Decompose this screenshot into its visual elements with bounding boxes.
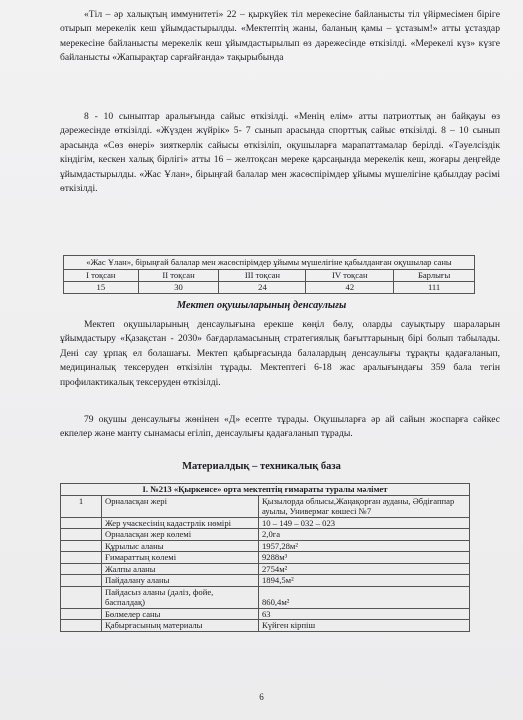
paragraph-events: 8 - 10 сыныптар аралығында сайыс өткізілді. «Менің елім» атты патриоттық ән байқауы өз дәрежесінде өткізілді. «Жүзден жүйрік» 5- 7 сынып арасында спорттық сайыс өткізілді. 8 – 10 сынып арасында «Сөз өнері» зияткерлік сайысы өткізіліп, оқушыларға марапаттамалар берілді. «Тәуелсіздік кіндігім, кескен халық бірлігі» атты 16 – желтоқсан мереке қарсаңында мерекелік кеш, жоғары деңгейде ұйымдастырылды. «Жас Ұлан», бірыңғай балалар мен жасөспірімдер ұйымы мүшелігіне қабылдау рәсімі өткізілді.: [60, 111, 500, 195]
row-label: Жер учаскесінің кадастрлік нөмірі: [102, 517, 259, 529]
table-cell: 42: [306, 282, 394, 294]
table-row: [61, 495, 470, 517]
table-header-cell: II тоқсан: [138, 270, 219, 282]
row-value: 9288м³: [259, 552, 470, 564]
row-value: 1957,28м²: [259, 540, 470, 552]
row-label: Жалпы аланы: [102, 563, 259, 575]
row-number: [61, 620, 102, 632]
row-label: Орналасқан жері: [102, 495, 259, 517]
row-value: 63: [259, 608, 470, 620]
table-header-cell: I тоқсан: [64, 270, 139, 282]
table-row: [61, 586, 470, 608]
row-number: [61, 563, 102, 575]
table-row: [61, 620, 470, 632]
row-value: 860,4м²: [259, 586, 470, 608]
zhas-ulan-members-table: [63, 255, 475, 294]
row-value: 2,0га: [259, 529, 470, 541]
table-row: [61, 575, 470, 587]
row-number: [61, 575, 102, 587]
row-number: 1: [61, 495, 102, 517]
table-cell: 111: [394, 282, 475, 294]
table-caption: «Жас Ұлан», бірыңғай балалар мен жасөспірімдер ұйымы мүшелігіне қабылданған оқушылар саны: [64, 256, 475, 270]
section-heading-materials: Материалдық – техникалық база: [182, 461, 341, 472]
row-number: [61, 517, 102, 529]
table-header-cell: IV тоқсан: [306, 270, 394, 282]
table-title: I. №213 «Қыркенсе» орта мектептің ғимараты туралы мәлімет: [61, 484, 470, 496]
row-label: Пайдасыз аланы (дәліз, фойе, баспалдақ): [102, 586, 259, 608]
section-heading-health: Мектеп оқушыларының денсаулығы: [176, 300, 347, 311]
table-row: [61, 517, 470, 529]
table-row: [61, 608, 470, 620]
row-value: Күйген кірпіш: [259, 620, 470, 632]
table-header-cell: Барлығы: [394, 270, 475, 282]
row-number: [61, 540, 102, 552]
row-value: 10 – 149 – 032 – 023: [259, 517, 470, 529]
paragraph-language-day: «Тіл – әр халықтың иммунитеті» 22 – қыркүйек тіл мерекесіне байланысты тіл үйірмесімен біріге отырып мерекелік кеш ұйымдастырылды. «Мектептің жаны, баланың қамы – ұстазым!» атты ұстаздар мерекесіне байланысты мерекелік кеш ұйымдастырылып өз дәрежесінде өткізілді. «Мерекелі күз» күзге байланысты «Жапырақтар сарғайғанда» тақырыбында: [60, 9, 500, 64]
row-label: Ғимараттың көлемі: [102, 552, 259, 564]
table-cell: 24: [219, 282, 306, 294]
row-value: 2754м²: [259, 563, 470, 575]
row-label: Пайдалану аланы: [102, 575, 259, 587]
table-row: [61, 540, 470, 552]
row-value: 1894,5м²: [259, 575, 470, 587]
row-number: [61, 529, 102, 541]
row-number: [61, 552, 102, 564]
table-row: [61, 563, 470, 575]
row-label: Орналасқан жер көлемі: [102, 529, 259, 541]
row-label: Құрылыс аланы: [102, 540, 259, 552]
paragraph-health: Мектеп оқушыларының денсаулығына ерекше көңіл бөлу, оларды сауықтыру шараларын ұйымдастыру «Қазақстан - 2030» бағдарламасының стратегиялық бағыттарының бірі болып табылады. Дені сау ұрпақ ел болашағы. Мектеп қабырғасында балалардың денсаулығы тұрақты қадағаланып, медициналық тексеруден өткізілін тұрады. Мектептегі 6-18 жас аралығындағы 359 бала тегін профилактикалық тексеруден өткізілді.: [60, 319, 500, 388]
table-row: [61, 529, 470, 541]
row-label: Бөлмелер саны: [102, 608, 259, 620]
table-header-cell: III тоқсан: [219, 270, 306, 282]
row-value: Қызылорда облысы,Жаңақорған ауданы, Әбдіғаппар ауылы, Универмаг көшесі №7: [259, 495, 470, 517]
row-number: [61, 586, 102, 608]
table-cell: 30: [138, 282, 219, 294]
table-row: [61, 552, 470, 564]
paragraph-dispensary: 79 оқушы денсаулығы жөнінен «Д» есепте тұрады. Оқушыларға әр ай сайын жоспарға сәйкес екпелер және манту сынамасы егіліп, денсаулығы қадағаланып тұрады.: [60, 414, 500, 440]
row-number: [61, 608, 102, 620]
row-label: Қабырғасының материалы: [102, 620, 259, 632]
page-number: 6: [259, 692, 264, 702]
table-cell: 15: [64, 282, 139, 294]
building-info-table: [60, 483, 470, 632]
